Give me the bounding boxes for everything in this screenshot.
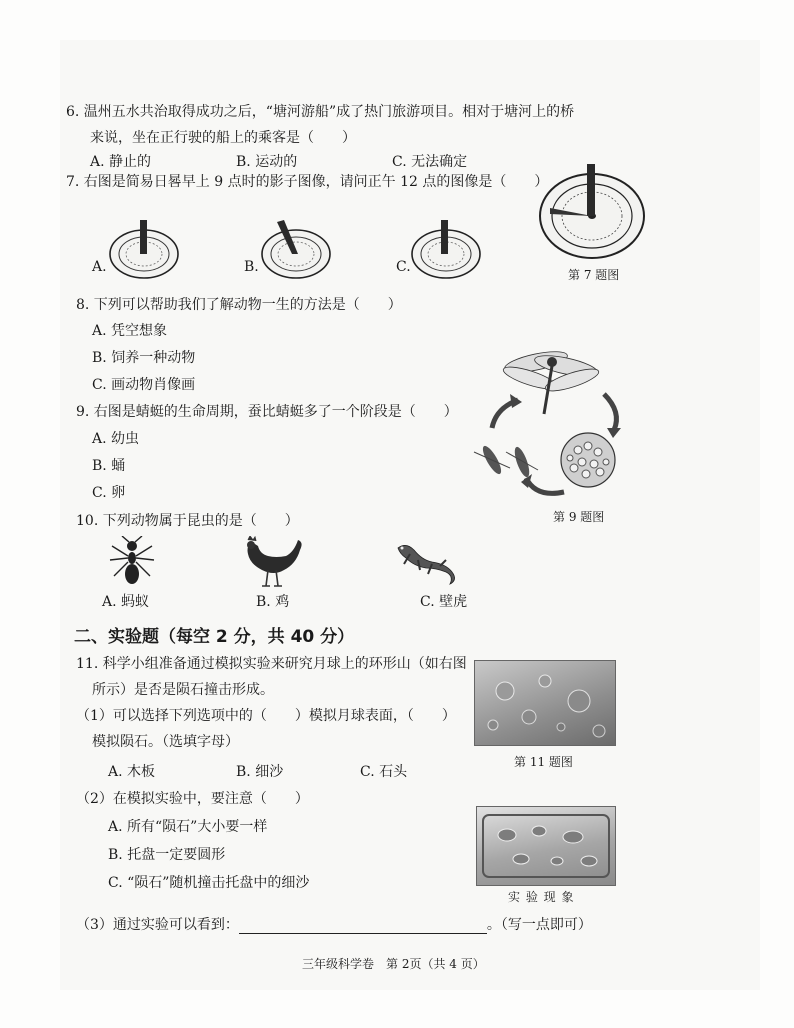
ant-icon xyxy=(104,536,160,586)
q9-option-c: C. 卵 xyxy=(92,485,126,501)
q11-part2-option-c: C. “陨石”随机撞击托盘中的细沙 xyxy=(108,875,310,891)
moon-surface-photo xyxy=(474,660,616,746)
q8-option-c: C. 画动物肖像画 xyxy=(92,377,196,393)
q11-part3 xyxy=(76,916,592,934)
q11-part2-option-a: A. 所有“陨石”大小要一样 xyxy=(108,819,268,835)
q11-part2-option-b: B. 托盘一定要圆形 xyxy=(108,847,226,863)
dragonfly-life-cycle-figure xyxy=(466,342,636,510)
q10-option-b: B. 鸡 xyxy=(256,594,290,610)
q6-option-b: B. 运动的 xyxy=(236,154,298,170)
q11-line2: 所示）是否是陨石撞击形成。 xyxy=(92,682,274,698)
q11-line1: 11. 科学小组准备通过模拟实验来研究月球上的环形山（如右图 xyxy=(76,656,467,672)
q7-option-a: A. xyxy=(92,259,107,275)
q10-stem: 10. 下列动物属于昆虫的是（ ） xyxy=(76,513,299,529)
sundial-option-a xyxy=(108,218,180,280)
q11-part2-stem: （2）在模拟实验中，要注意（ ） xyxy=(76,791,309,807)
q9-option-a: A. 幼虫 xyxy=(92,431,140,447)
q11-part3-answer-blank[interactable] xyxy=(239,919,487,934)
q6-line2: 来说，坐在正行驶的船上的乘客是（ ） xyxy=(90,130,356,146)
dragonfly-nymph-icon xyxy=(474,444,538,479)
q11-part1-option-a: A. 木板 xyxy=(108,764,156,780)
q11-figure-caption: 第 11 题图 xyxy=(514,755,573,769)
q7-figure-caption: 第 7 题图 xyxy=(568,268,620,282)
q11-part1-line2: 模拟陨石。（选填字母） xyxy=(92,734,239,750)
page-footer: 三年级科学卷 第 2页（共 4 页） xyxy=(302,957,485,971)
q7-option-b: B. xyxy=(244,259,259,275)
gecko-icon xyxy=(392,540,462,588)
q9-stem: 9. 右图是蜻蜓的生命周期，蚕比蜻蜓多了一个阶段是（ ） xyxy=(76,404,458,420)
q10-option-a: A. 蚂蚁 xyxy=(102,594,150,610)
q6-option-a: A. 静止的 xyxy=(90,154,152,170)
sundial-option-b xyxy=(258,218,332,280)
sundial-9am-figure xyxy=(538,160,648,260)
q6-option-c: C. 无法确定 xyxy=(392,154,468,170)
q8-stem: 8. 下列可以帮助我们了解动物一生的方法是（ ） xyxy=(76,297,402,313)
dragonfly-eggs-icon xyxy=(561,433,615,487)
q10-option-c: C. 壁虎 xyxy=(420,594,468,610)
section-2-title: 二、实验题（每空 2 分，共 40 分） xyxy=(74,627,355,647)
sundial-option-c xyxy=(410,218,482,280)
experiment-caption: 实 验 现 象 xyxy=(508,890,575,904)
q7-option-c: C. xyxy=(396,259,411,275)
rooster-icon xyxy=(238,536,308,592)
q11-part3-suffix: 。（写一点即可） xyxy=(486,917,592,933)
q9-option-b: B. 蛹 xyxy=(92,458,126,474)
q6-line1: 6. 温州五水共治取得成功之后，“塘河游船”成了热门旅游项目。相对于塘河上的桥 xyxy=(66,104,575,120)
q11-part1-option-b: B. 细沙 xyxy=(236,764,284,780)
q7-stem: 7. 右图是简易日晷早上 9 点时的影子图像，请问正午 12 点的图像是（ ） xyxy=(66,174,549,190)
q11-part1-line1: （1）可以选择下列选项中的（ ）模拟月球表面，（ ） xyxy=(76,708,456,724)
q9-figure-caption: 第 9 题图 xyxy=(553,510,605,524)
q8-option-b: B. 饲养一种动物 xyxy=(92,350,196,366)
q11-part1-option-c: C. 石头 xyxy=(360,764,408,780)
q11-part3-prefix: （3）通过实验可以看到： xyxy=(76,917,239,933)
experiment-result-photo xyxy=(476,806,616,886)
q8-option-a: A. 凭空想象 xyxy=(92,323,168,339)
